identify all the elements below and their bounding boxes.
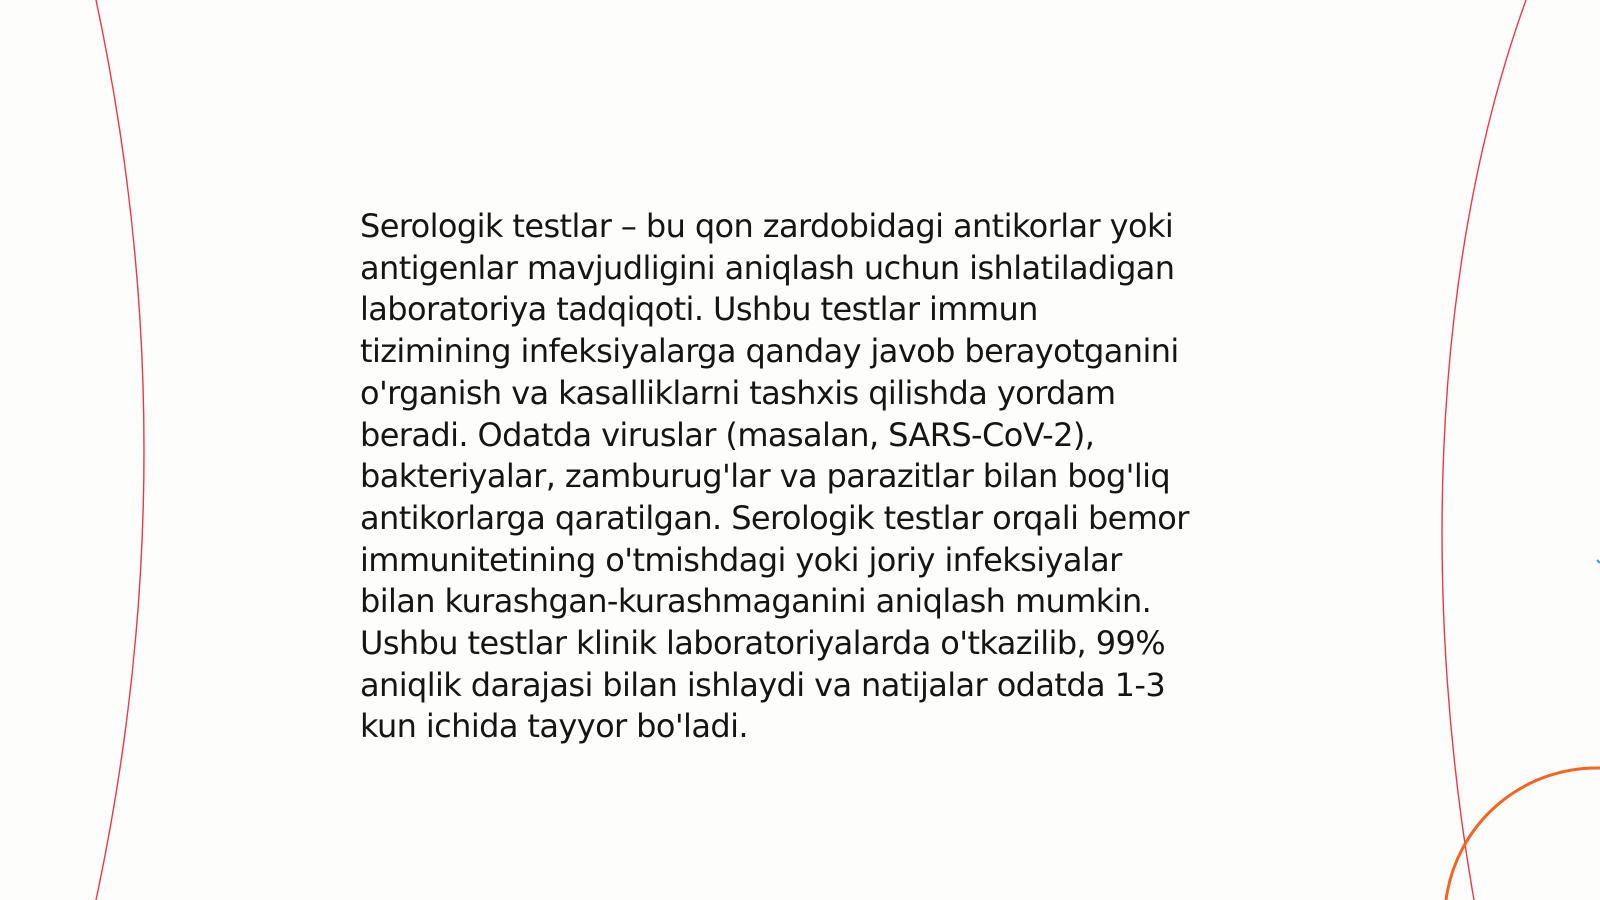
right-red-arc <box>1442 0 1526 900</box>
left-red-arc <box>96 0 144 900</box>
body-paragraph: Serologik testlar – bu qon zardobidagi antikorlar yoki antigenlar mavjudligini aniqlash uchun ishlatiladigan laboratoriya tadqiqoti. Ushbu testlar immun tizimining infeksiyalarga qanday javob berayotganini o'rganish va kasalliklarni tashxis qilishda yordam beradi. Odatda viruslar (masalan, SARS-CoV-2), bakteriyalar, zamburug'lar va parazitlar bilan bog'liq antikorlarga qaratilgan. Serologik testlar orqali bemor immunitetining o'tmishdagi yoki joriy infeksiyalar bilan kurashgan-kurashmaganini aniqlash mumkin. Ushbu testlar klinik laboratoriyalarda o'tkazilib, 99% aniqlik darajasi bilan ishlaydi va natijalar odatda 1-3 kun ichida tayyor bo'ladi. <box>360 207 1189 746</box>
orange-circle-arc <box>1446 768 1600 900</box>
